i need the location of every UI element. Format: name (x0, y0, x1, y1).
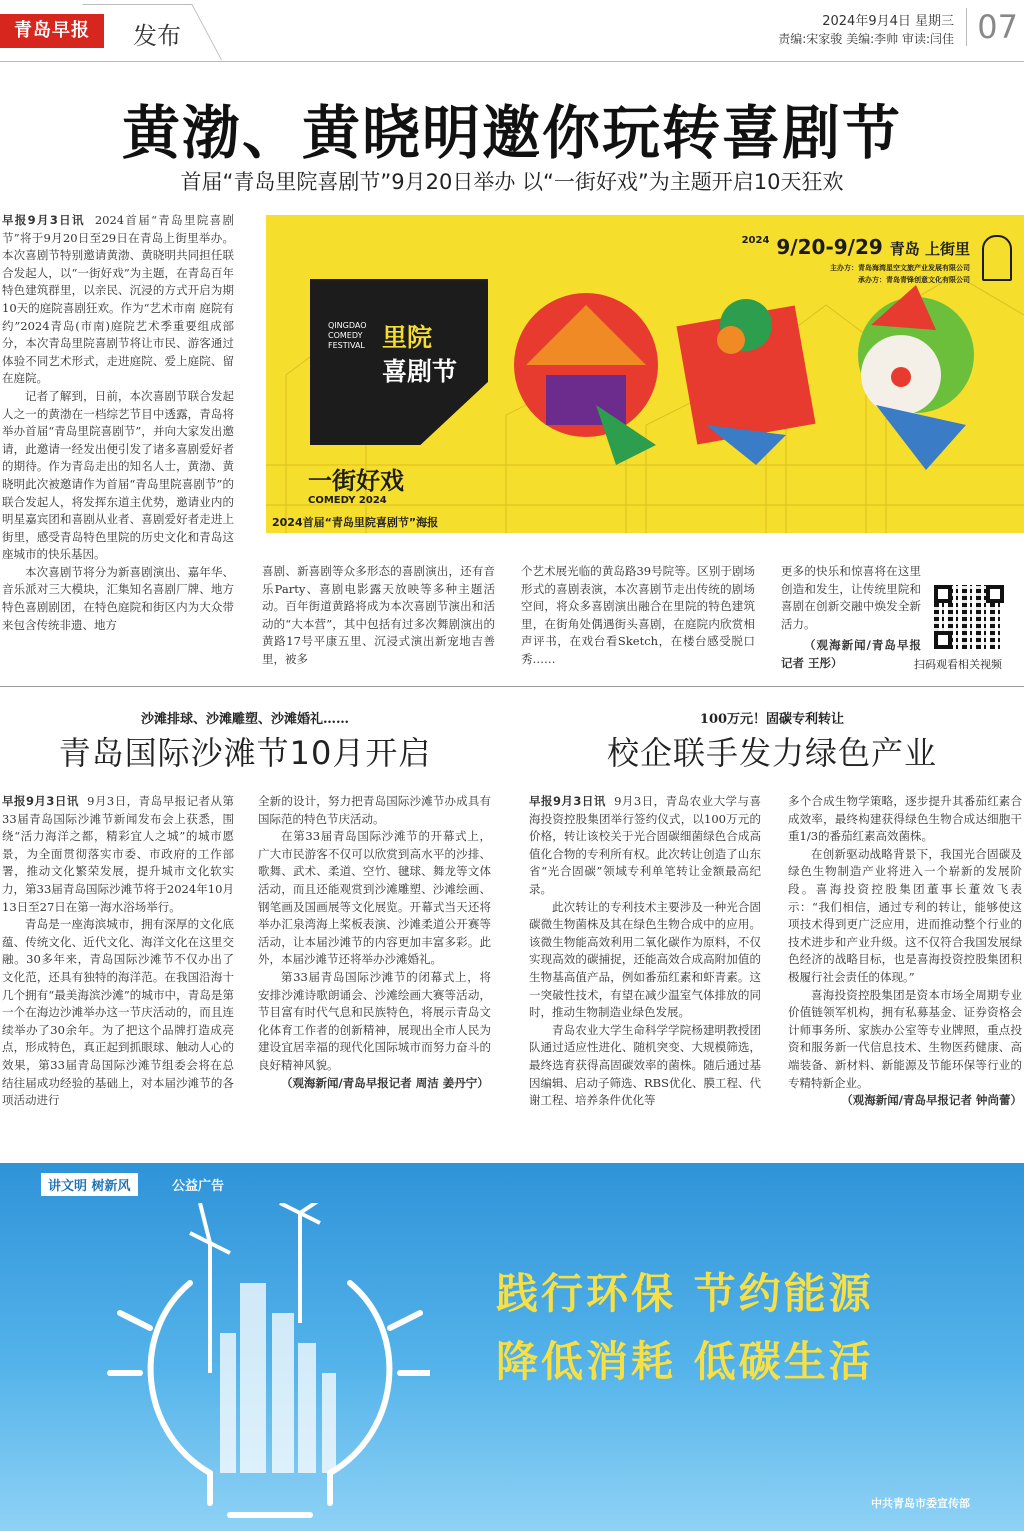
stage-illustration-icon (514, 293, 658, 465)
article3-kicker: 100万元！固碳专利转让 (699, 712, 845, 727)
article1-dateline: 早报9月3日讯 (2, 213, 85, 227)
article2-kicker: 沙滩排球、沙滩雕塑、沙滩婚礼…… (140, 712, 349, 727)
section-label: 发布 (133, 22, 181, 50)
editor-credits: 责编:宋家骏 美编:李帅 审读:闫佳 (778, 32, 954, 46)
article2-paragraph-2: 青岛是一座海滨城市，拥有深厚的文化底蕴、传统文化、近代文化、海洋文化在这里交融。30多年来，青岛国际沙滩节不仅办出了文化范，还具有独特的海洋范。在我国沿海十几个拥有“最美海滨沙滩”的城市中，青岛是第一个在海边沙滩举办这一节庆活动的，而且连续举办了30余年。为了把这个品牌打造成亮点，形成特色，真正起到抓眼球、触动人心的效果，第33届青岛国际沙滩节组委会将在总结往届成功经验的基础上，对本届沙滩节的各项活动进行 (2, 917, 234, 1108)
lightbulb-city-icon (100, 1203, 430, 1523)
masthead (0, 0, 1024, 62)
article1-paragraph-2: 记者了解到，日前，本次喜剧节联合发起人之一的黄渤在一档综艺节目中透露，青岛将举办首届“青岛里院喜剧节”，并向大家发出邀请，此邀请一经发出便引发了诸多喜剧爱好者的期待。作为青岛走出的知名人士，黄渤、黄晓明此次被邀请作为首届“青岛里院喜剧节”的联合发起人，将发挥东道主优势，邀请业内的明星嘉宾团和喜剧从业者、喜剧爱好者走进上街里，感受青岛特色里院的历史文化和青岛这座城市的快乐基因。 (2, 388, 234, 562)
section-divider (0, 686, 1024, 687)
poster-illustrations (506, 285, 1006, 475)
article1-paragraph-1: 2024首届“青岛里院喜剧节”将于9月20日至29日在青岛上街里举办。本次喜剧节特别邀请黄渤、黄晓明共同担任联合发起人，以“一街好戏”为主题，在青岛百年特色建筑群里，以亲民、沉浸的方式开启为期10天的庭院喜剧狂欢。作为“艺术市南 庭院有约”2024青岛(市南)庭院艺术季重要组成部分，本次青岛里院喜剧节将让市民、游客通过体验不同艺术形式，走进庭院、爱上庭院、留在庭院。 (2, 213, 234, 386)
ad-label: 公益广告 (172, 1179, 225, 1194)
ad-tag: 讲文明 树新风 (41, 1173, 138, 1196)
poster-year: 2024 (741, 235, 770, 246)
page-number: 07 (966, 8, 1018, 46)
poster-organizer: 承办方：青岛青锋创意文化有限公司 (858, 276, 970, 284)
ad-signature: 中共青岛市委宣传部 (871, 1497, 970, 1510)
poster-place: 青岛 上街里 (889, 240, 970, 258)
poster-dates (742, 235, 970, 259)
clown-illustration-icon (858, 285, 974, 470)
qr-corner-icon (934, 585, 952, 603)
qr-corner-icon (934, 631, 952, 649)
issue-date: 2024年9月4日 星期三 (822, 14, 954, 29)
article3-title: 校企联手发力绿色产业 (606, 734, 937, 772)
article1-column-3-text: 个艺术展光临的黄岛路39号院等。区别于剧场形式的喜剧表演，本次喜剧节走出传统的剧场空间，将众多喜剧演出融合在里院的特色建筑里，在街角处偶遇街头喜剧，在庭院内欣赏相声评书，在戏台看Sketch，在楼台感受脱口秀…… (521, 564, 755, 666)
article1-column-4-text: 更多的快乐和惊喜将在这里创造和发生，让传统里院和喜剧在创新交融中焕发全新活力。 (781, 564, 921, 631)
poster-english-sub: COMEDY 2024 (308, 495, 387, 506)
public-service-ad (0, 1163, 1024, 1531)
article2-paragraph-5: 第33届青岛国际沙滩节的闭幕式上，将安排沙滩诗歌朗诵会、沙滩绘画大赛等活动，节目富有时代气息和民族特色，将展示青岛文化体育工作者的创新精神，展现出全市人民为建设宜居幸福的现代化国际城市而努力奋斗的良好精神风貌。 (258, 969, 491, 1072)
poster-chinese-name-line1: 里院 (382, 323, 433, 352)
article2-byline: （观海新闻/青岛早报记者 周洁 姜丹宁） (281, 1075, 489, 1090)
main-headline: 黄渤、黄晓明邀你玩转喜剧节 (121, 99, 902, 167)
main-subheadline: 首届“青岛里院喜剧节”9月20日举办 以“一街好戏”为主题开启10天狂欢 (180, 170, 844, 194)
poster-slogan: 一街好戏 (308, 467, 404, 495)
poster-date-range: 9/20-9/29 (776, 235, 883, 259)
article3-byline: （观海新闻/青岛早报记者 钟尚蕾） (841, 1093, 1022, 1108)
festival-poster (266, 215, 1024, 533)
article3-paragraph-6: 喜海投资控股集团是资本市场全周期专业价值链领军机构，拥有私募基金、证券资格会计师事务所、家族办公室等专业牌照，重点投资和服务新一代信息技术、生物医药健康、高端装备、新材料、新能源及节能环保等行业的专精特新企业。 (788, 987, 1022, 1090)
article3-paragraph-2: 此次转让的专利技术主要涉及一种光合固碳微生物菌株及其在绿色生物合成中的应用。该微生物能高效利用二氧化碳作为原料，不仅实现高效的碳捕捉，还能高效合成高附加值的生物基高值产品，例如番茄红素和虾青素。这一突破性技术，有望在减少温室气体排放的同时，推动生物制造业绿色发展。 (529, 899, 761, 1020)
poster-chinese-name (382, 321, 457, 389)
poster-english-name: QINGDAO COMEDY FESTIVAL (328, 321, 367, 350)
article1-column-2-text: 喜剧、新喜剧等众多形态的喜剧演出，还有音乐Party、喜剧电影露天放映等多种主题活动。百年街道黄路将成为本次喜剧节演出和活动的“大本营”，其中包括有过多次舞剧演出的黄路17号平康五里、沉浸式演出新宠地吉善里，被多 (262, 564, 495, 666)
article1-column-4 (781, 563, 921, 673)
poster-emblem-icon (982, 235, 1012, 281)
article1-paragraph-3: 本次喜剧节将分为新喜剧演出、嘉年华、音乐派对三大模块，汇集知名喜剧厂牌、地方特色喜剧剧团，在特色庭院和街区内为大众带来包含传统非遗、地方 (2, 564, 234, 632)
poster-chinese-name-line2: 喜剧节 (382, 357, 458, 386)
article2-paragraph-3: 全新的设计，努力把青岛国际沙滩节办成具有国际范的特色节庆活动。 (258, 794, 491, 826)
article3-paragraph-1: 9月3日，青岛农业大学与喜海投资控股集团举行签约仪式，以100万元的价格，转让该校关于光合固碳细菌绿色合成高值化合物的专利所有权。此次转让创造了山东省“光合固碳”领域专利单笔转让金额最高纪录。 (529, 794, 761, 896)
article2-paragraph-1: 9月3日，青岛早报记者从第33届青岛国际沙滩节新闻发布会上获悉，围绕“活力海洋之都，精彩宜人之城”的城市愿景，为全面贯彻落实市委、市政府的工作部署，推动文化繁荣发展，提升城市文化软实力，第33届青岛国际沙滩节将于2024年10月13日至27日在第一海水浴场举行。 (2, 794, 234, 914)
article1-column-3 (521, 563, 755, 673)
qr-code[interactable] (934, 585, 1004, 649)
poster-caption: 2024首届“青岛里院喜剧节”海报 (272, 516, 439, 529)
article1-column-1 (2, 212, 234, 672)
article2-dateline: 早报9月3日讯 (2, 794, 79, 808)
qr-caption: 扫码观看相关视频 (914, 658, 1002, 671)
article2-column-1 (2, 793, 234, 1145)
article3-column-1 (529, 793, 761, 1145)
article2-column-2 (258, 793, 491, 1145)
poster-host: 主办方：青岛海湾星空文旅产业发展有限公司 (830, 264, 970, 272)
article2-paragraph-4: 在第33届青岛国际沙滩节的开幕式上，广大市民游客不仅可以欣赏到高水平的沙排、歌舞、武术、柔道、空竹、毽球、舞龙等文体活动，而且还能观赏到沙滩雕塑、沙滩绘画、钢笔画及国画展等文化展览。开幕式当天还将举办汇泉湾海上桨板表演、沙滩柔道公开赛等活动，让本届沙滩节的内容更加丰富多彩。此外，本届沙滩节还将举办沙滩婚礼。 (258, 829, 491, 967)
article3-column-2 (788, 793, 1022, 1145)
article3-paragraph-4: 多个合成生物学策略，逐步提升其番茄红素合成效率，最终构建获得绿色生物合成达细胞干重1/3的番茄红素高效菌株。 (788, 794, 1022, 844)
ad-slogan-line-2: 降低消耗 低碳生活 (496, 1337, 874, 1386)
newspaper-logo: 青岛早报 (0, 14, 104, 48)
qr-corner-icon (986, 585, 1004, 603)
article3-dateline: 早报9月3日讯 (529, 794, 606, 808)
article2-title: 青岛国际沙滩节10月开启 (58, 734, 432, 772)
flower-pot-illustration-icon (676, 299, 815, 465)
ad-slogan-line-1: 践行环保 节约能源 (496, 1269, 874, 1318)
article3-paragraph-5: 在创新驱动战略背景下，我国光合固碳及绿色生物制造产业将进入一个崭新的发展阶段。喜海投资控股集团董事长董效飞表示：“我们相信，通过专利的转让，能够使这项技术得到更广泛应用，进而推动整个行业的技术进步和产业升级。这不仅符合我国发展绿色经济的战略目标，也是喜海投资控股集团积极履行社会责任的体现。” (788, 846, 1022, 984)
article1-column-2 (262, 563, 495, 673)
article3-paragraph-3: 青岛农业大学生命科学学院杨建明教授团队通过适应性进化、随机突变、大规模筛选，最终选育获得高固碳效率的菌株。随后通过基因编辑、启动子筛选、RBS优化、膜工程、代谢工程、培养条件优化等 (529, 1022, 761, 1108)
article1-byline: （观海新闻/青岛早报记者 王彤） (781, 638, 921, 670)
